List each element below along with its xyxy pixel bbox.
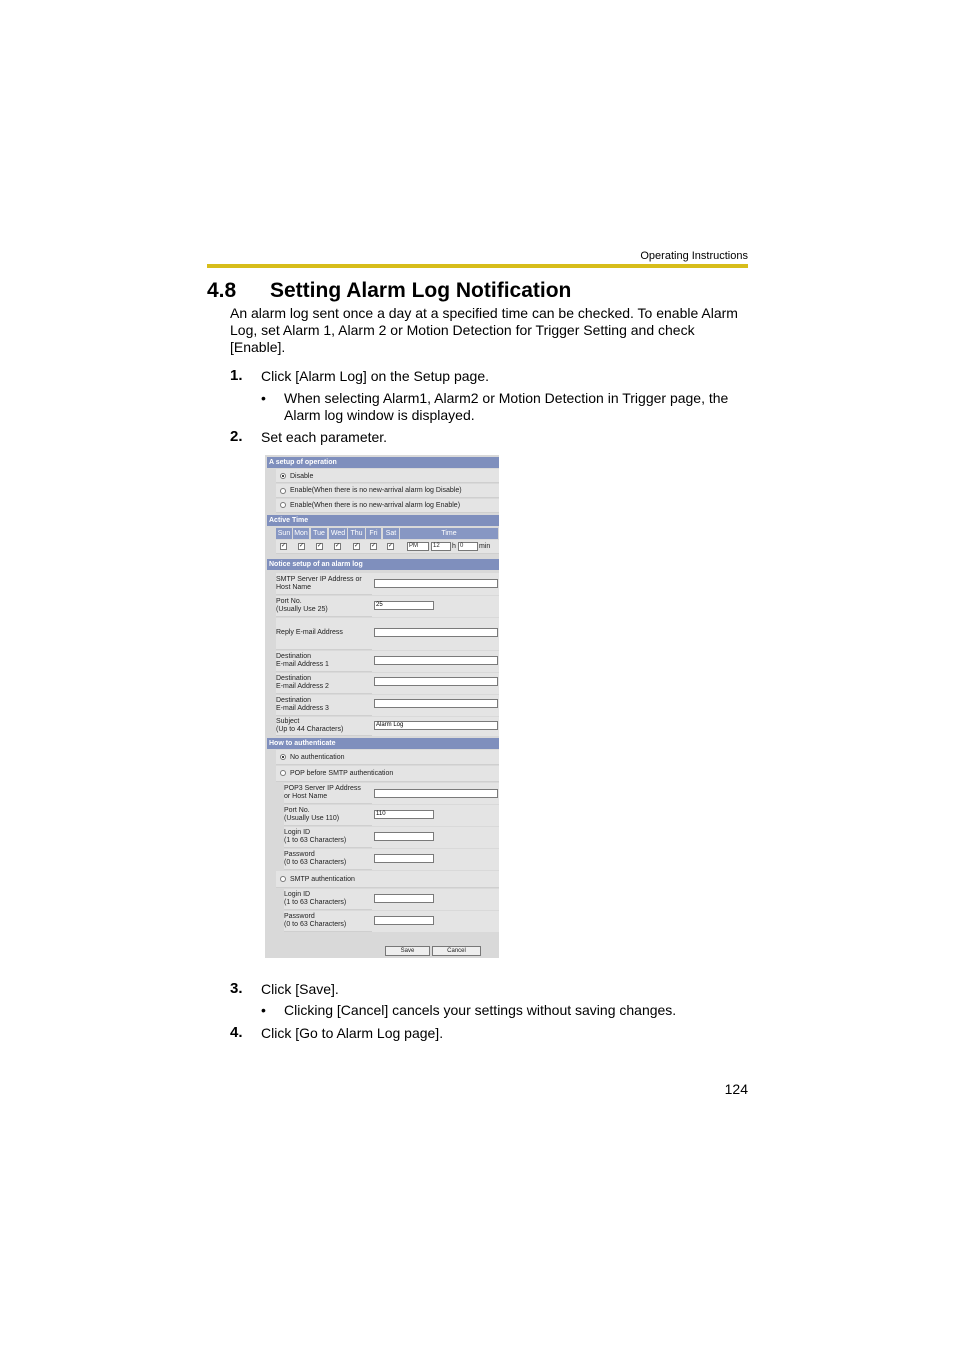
ampm-select[interactable]: PM bbox=[407, 542, 429, 551]
smtp-label: SMTP Server IP Address or Host Name bbox=[276, 576, 362, 591]
section-number: 4.8 bbox=[207, 279, 237, 302]
dest2-label: Destination E-mail Address 2 bbox=[276, 675, 329, 690]
step-1-text: Click [Alarm Log] on the Setup page. bbox=[261, 368, 490, 384]
op-radio-disable[interactable] bbox=[280, 473, 286, 479]
header-rule bbox=[207, 264, 748, 268]
check-sun[interactable]: ✓ bbox=[281, 543, 287, 549]
step-2-number: 2. bbox=[230, 428, 243, 445]
op-label-enable-2: Enable(When there is no new-arrival alarm log Enable) bbox=[290, 502, 461, 509]
subject-label: Subject (Up to 44 Characters) bbox=[276, 718, 344, 733]
step-1-bullet: When selecting Alarm1, Alarm2 or Motion Detection in Trigger page, the Alarm log window is displayed. bbox=[284, 390, 729, 423]
op-label-enable-1: Enable(When there is no new-arrival alarm log Disable) bbox=[290, 487, 462, 494]
day-mon: Mon bbox=[294, 530, 308, 537]
save-button[interactable]: Save bbox=[385, 946, 430, 956]
op-radio-enable-1[interactable] bbox=[280, 488, 286, 494]
step-3-bullet: Clicking [Cancel] cancels your settings without saving changes. bbox=[284, 1002, 677, 1018]
setup-heading: A setup of operation bbox=[267, 457, 499, 468]
step-1-bullet-dot: • bbox=[261, 390, 266, 406]
intro-paragraph: An alarm log sent once a day at a specified time can be checked. To enable Alarm Log, set Alarm 1, Alarm 2 or Motion Detection for Trigger Setting and check [Enable]. bbox=[230, 305, 738, 355]
notice-heading: Notice setup of an alarm log bbox=[267, 559, 499, 570]
pop-pass-input[interactable] bbox=[374, 854, 434, 863]
minute-unit: min bbox=[479, 543, 491, 550]
step-3-text: Click [Save]. bbox=[261, 981, 339, 997]
smtp-login-label: Login ID (1 to 63 Characters) bbox=[284, 891, 347, 906]
reply-label: Reply E-mail Address bbox=[276, 629, 343, 636]
pop-port-label: Port No. (Usually Use 110) bbox=[284, 807, 340, 822]
time-head: Time bbox=[400, 528, 498, 539]
pop3-server-input[interactable] bbox=[374, 789, 498, 798]
subject-input[interactable]: Alarm Log bbox=[374, 721, 498, 730]
day-thu: Thu bbox=[348, 528, 365, 539]
step-4-text: Click [Go to Alarm Log page]. bbox=[261, 1025, 444, 1041]
dest3-input[interactable] bbox=[374, 699, 498, 708]
auth-label-smtp: SMTP authentication bbox=[290, 876, 355, 883]
step-1-number: 1. bbox=[230, 367, 243, 384]
auth-label-pop: POP before SMTP authentication bbox=[290, 770, 394, 777]
running-title: Operating Instructions bbox=[640, 250, 748, 262]
auth-radio-smtp[interactable] bbox=[280, 876, 286, 882]
dest1-label: Destination E-mail Address 1 bbox=[276, 653, 329, 668]
pop-pass-label: Password (0 to 63 Characters) bbox=[284, 851, 347, 866]
day-tue: Tue bbox=[311, 528, 327, 539]
pop-port-input[interactable]: 110 bbox=[374, 810, 434, 819]
pop-login-input[interactable] bbox=[374, 832, 434, 841]
step-2-text: Set each parameter. bbox=[261, 429, 388, 445]
active-time-heading: Active Time bbox=[267, 515, 499, 526]
cancel-button[interactable]: Cancel bbox=[432, 946, 481, 956]
auth-label-none: No authentication bbox=[290, 754, 345, 761]
day-wed: Wed bbox=[330, 530, 346, 537]
check-thu[interactable]: ✓ bbox=[354, 543, 360, 549]
dest1-input[interactable] bbox=[374, 656, 498, 665]
check-wed[interactable]: ✓ bbox=[335, 543, 341, 549]
step-4-number: 4. bbox=[230, 1024, 243, 1041]
smtp-pass-input[interactable] bbox=[374, 916, 434, 925]
op-radio-enable-2[interactable] bbox=[280, 502, 286, 508]
section-title: Setting Alarm Log Notification bbox=[270, 279, 572, 302]
check-fri[interactable]: ✓ bbox=[371, 543, 377, 549]
day-fri: Fri bbox=[366, 528, 381, 539]
day-sun: Sun bbox=[277, 530, 291, 537]
hour-select[interactable]: 12 bbox=[431, 542, 451, 551]
auth-radio-pop[interactable] bbox=[280, 770, 286, 776]
step-3-number: 3. bbox=[230, 980, 243, 997]
auth-heading: How to authenticate bbox=[267, 738, 499, 749]
dest3-label: Destination E-mail Address 3 bbox=[276, 697, 329, 712]
check-tue[interactable]: ✓ bbox=[317, 543, 323, 549]
smtp-login-input[interactable] bbox=[374, 894, 434, 903]
alarm-log-setup-screenshot bbox=[265, 455, 499, 958]
smtp-server-input[interactable] bbox=[374, 579, 498, 588]
check-mon[interactable]: ✓ bbox=[299, 543, 305, 549]
port-label: Port No. (Usually Use 25) bbox=[276, 598, 328, 613]
pop3-label: POP3 Server IP Address or Host Name bbox=[284, 785, 361, 800]
op-label-disable: Disable bbox=[290, 473, 314, 480]
smtp-pass-label: Password (0 to 63 Characters) bbox=[284, 913, 347, 928]
day-sat: Sat bbox=[383, 528, 399, 539]
reply-email-input[interactable] bbox=[374, 628, 498, 637]
pop-login-label: Login ID (1 to 63 Characters) bbox=[284, 829, 347, 844]
minute-select[interactable]: 0 bbox=[458, 542, 478, 551]
step-3-bullet-dot: • bbox=[261, 1002, 266, 1018]
port-input[interactable]: 25 bbox=[374, 601, 434, 610]
check-sat[interactable]: ✓ bbox=[388, 543, 394, 549]
dest2-input[interactable] bbox=[374, 677, 498, 686]
hour-unit: h bbox=[452, 543, 456, 550]
auth-radio-none[interactable] bbox=[280, 754, 286, 760]
page-number: 124 bbox=[724, 1081, 748, 1097]
